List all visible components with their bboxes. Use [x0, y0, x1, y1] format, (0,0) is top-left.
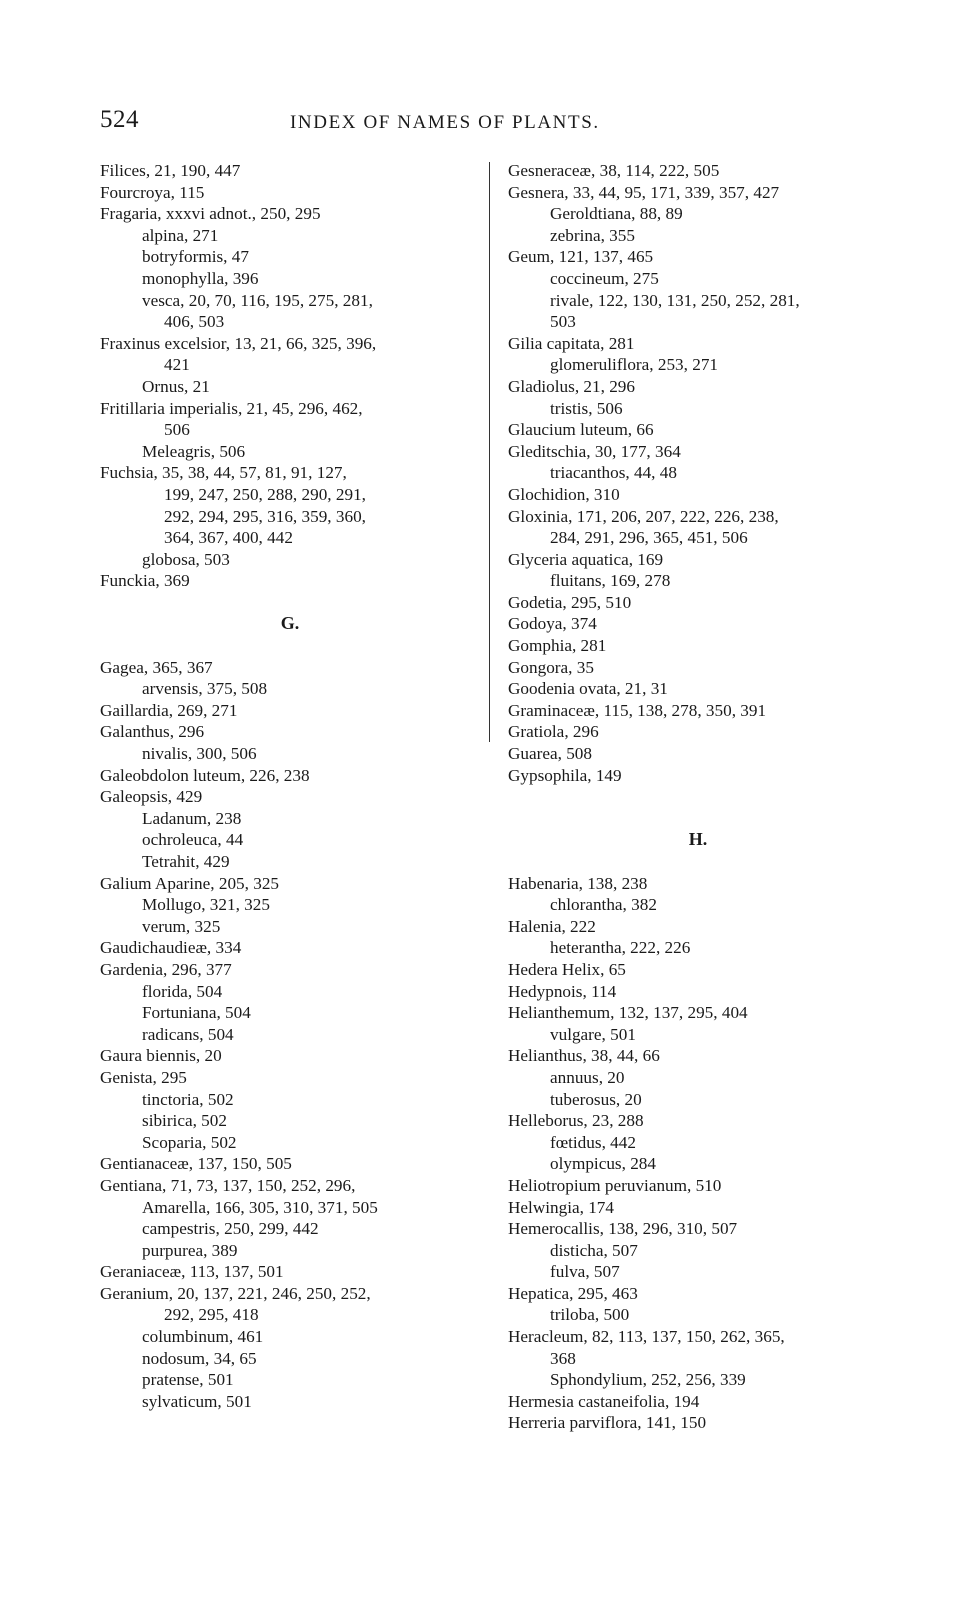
- index-subentry: 503: [550, 312, 576, 332]
- index-entry: Gesneraceæ, 38, 114, 222, 505: [508, 161, 720, 180]
- index-entry: Gardenia, 296, 377: [100, 959, 232, 979]
- index-entry: Fourcroya, 115: [100, 182, 205, 202]
- index-entry: Helwingia, 174: [508, 1197, 614, 1217]
- section-spacer: [508, 851, 888, 873]
- index-subentry: Geroldtiana, 88, 89: [550, 204, 683, 224]
- index-entry: Godetia, 295, 510: [508, 592, 632, 612]
- index-entry: Helleborus, 23, 288: [508, 1111, 644, 1131]
- index-entry-continuation: 406, 503: [164, 312, 225, 332]
- index-entry: Geraniaceæ, 113, 137, 501: [100, 1262, 284, 1282]
- right-index-column: [508, 160, 888, 1434]
- section-spacer: [508, 808, 888, 830]
- index-subentry: nodosum, 34, 65: [142, 1348, 257, 1368]
- index-subentry: tristis, 506: [550, 398, 623, 418]
- index-entry: Hedypnois, 114: [508, 981, 617, 1001]
- index-entry: Galium Aparine, 205, 325: [100, 873, 280, 893]
- index-subentry: chlorantha, 382: [550, 895, 657, 915]
- index-subentry: Scoparia, 502: [142, 1132, 237, 1152]
- index-entry: Geum, 121, 137, 465: [508, 247, 654, 267]
- index-subentry: annuus, 20: [550, 1067, 625, 1087]
- index-entry: Galanthus, 296: [100, 722, 205, 742]
- index-subentry: rivale, 122, 130, 131, 250, 252, 281,: [550, 290, 800, 310]
- index-subentry: fulva, 507: [550, 1262, 620, 1282]
- left-index-column: [100, 160, 480, 1412]
- index-subentry: monophylla, 396: [142, 268, 259, 288]
- index-entry: Gagea, 365, 367: [100, 657, 213, 677]
- index-entry: Fritillaria imperialis, 21, 45, 296, 462,: [100, 398, 363, 418]
- index-entry: Geranium, 20, 137, 221, 246, 250, 252,: [100, 1283, 371, 1303]
- index-entry: Fraxinus excelsior, 13, 21, 66, 325, 396,: [100, 333, 377, 353]
- index-subentry: Amarella, 166, 305, 310, 371, 505: [142, 1197, 378, 1217]
- running-title: INDEX OF NAMES OF PLANTS.: [290, 112, 600, 133]
- index-subentry: arvensis, 375, 508: [142, 679, 268, 699]
- index-entry: Helianthus, 38, 44, 66: [508, 1046, 660, 1066]
- index-entry: Glochidion, 310: [508, 484, 620, 504]
- index-subentry: botryformis, 47: [142, 247, 249, 267]
- section-letter-heading: H.: [688, 829, 708, 850]
- index-subentry: fluitans, 169, 278: [550, 571, 671, 591]
- index-entry: Gratiola, 296: [508, 722, 599, 742]
- index-subentry: ochroleuca, 44: [142, 830, 244, 850]
- index-subentry: radicans, 504: [142, 1024, 234, 1044]
- index-entry-continuation: 292, 295, 418: [164, 1305, 259, 1325]
- section-spacer: [100, 635, 480, 657]
- index-subentry: campestris, 250, 299, 442: [142, 1219, 319, 1239]
- index-entry: Graminaceæ, 115, 138, 278, 350, 391: [508, 700, 767, 720]
- index-entry-continuation: 199, 247, 250, 288, 290, 291,: [164, 484, 366, 504]
- index-entry: Helianthemum, 132, 137, 295, 404: [508, 1003, 748, 1023]
- index-entry: Gongora, 35: [508, 657, 594, 677]
- index-entry: Gaillardia, 269, 271: [100, 700, 238, 720]
- index-subentry: heterantha, 222, 226: [550, 938, 691, 958]
- index-entry: Gentianaceæ, 137, 150, 505: [100, 1154, 292, 1174]
- index-subentry: Meleagris, 506: [142, 441, 246, 461]
- index-entry: Galeobdolon luteum, 226, 238: [100, 765, 310, 785]
- index-entry: Hermesia castaneifolia, 194: [508, 1391, 700, 1411]
- index-entry: Heliotropium peruvianum, 510: [508, 1175, 722, 1195]
- index-subentry: triacanthos, 44, 48: [550, 463, 677, 483]
- index-entry: Hepatica, 295, 463: [508, 1283, 638, 1303]
- index-subentry: disticha, 507: [550, 1240, 638, 1260]
- section-spacer: [100, 592, 480, 614]
- index-entry: Goodenia ovata, 21, 31: [508, 679, 668, 699]
- index-subentry: Ladanum, 238: [142, 808, 242, 828]
- index-entry: Godoya, 374: [508, 614, 597, 634]
- index-entry: Gypsophila, 149: [508, 765, 622, 785]
- index-entry-continuation: 421: [164, 355, 190, 375]
- index-subentry: sibirica, 502: [142, 1111, 227, 1131]
- index-subentry: verum, 325: [142, 916, 221, 936]
- index-entry: Hedera Helix, 65: [508, 959, 626, 979]
- index-entry: Gesnera, 33, 44, 95, 171, 339, 357, 427: [508, 182, 780, 202]
- index-subentry: vesca, 20, 70, 116, 195, 275, 281,: [142, 290, 373, 310]
- index-entry: Gleditschia, 30, 177, 364: [508, 441, 681, 461]
- index-subentry: zebrina, 355: [550, 225, 635, 245]
- index-subentry: columbinum, 461: [142, 1327, 264, 1347]
- index-entry: Gloxinia, 171, 206, 207, 222, 226, 238,: [508, 506, 779, 526]
- index-subentry: nivalis, 300, 506: [142, 744, 257, 764]
- index-entry: Gomphia, 281: [508, 636, 607, 656]
- index-subentry: florida, 504: [142, 981, 223, 1001]
- index-subentry: sylvaticum, 501: [142, 1391, 252, 1411]
- index-subentry: globosa, 503: [142, 549, 230, 569]
- index-subentry: tinctoria, 502: [142, 1089, 234, 1109]
- column-divider: [489, 162, 490, 742]
- page-number: 524: [100, 106, 139, 133]
- index-subentry: coccineum, 275: [550, 268, 659, 288]
- index-entry: Halenia, 222: [508, 916, 596, 936]
- index-entry: Gentiana, 71, 73, 137, 150, 252, 296,: [100, 1175, 356, 1195]
- section-spacer: [508, 786, 888, 808]
- index-subentry: fœtidus, 442: [550, 1132, 636, 1152]
- index-entry: Heracleum, 82, 113, 137, 150, 262, 365,: [508, 1327, 785, 1347]
- index-entry: Fragaria, xxxvi adnot., 250, 295: [100, 204, 321, 224]
- page-header: [100, 106, 680, 136]
- index-entry-continuation: 364, 367, 400, 442: [164, 528, 293, 548]
- index-entry: Fuchsia, 35, 38, 44, 57, 81, 91, 127,: [100, 463, 347, 483]
- index-subentry: olympicus, 284: [550, 1154, 656, 1174]
- index-entry: Funckia, 369: [100, 571, 190, 591]
- index-subentry: pratense, 501: [142, 1370, 234, 1390]
- index-subentry: Ornus, 21: [142, 376, 210, 396]
- index-subentry: alpina, 271: [142, 225, 219, 245]
- index-entry-continuation: 292, 294, 295, 316, 359, 360,: [164, 506, 366, 526]
- index-subentry: 284, 291, 296, 365, 451, 506: [550, 528, 748, 548]
- index-entry: Guarea, 508: [508, 744, 592, 764]
- index-subentry: vulgare, 501: [550, 1024, 636, 1044]
- index-entry: Gladiolus, 21, 296: [508, 376, 635, 396]
- index-entry: Galeopsis, 429: [100, 787, 203, 807]
- index-entry: Habenaria, 138, 238: [508, 873, 648, 893]
- index-entry: Glyceria aquatica, 169: [508, 549, 664, 569]
- index-entry: Gaura biennis, 20: [100, 1046, 222, 1066]
- index-entry: Hemerocallis, 138, 296, 310, 507: [508, 1219, 738, 1239]
- index-subentry: 368: [550, 1348, 576, 1368]
- index-subentry: Tetrahit, 429: [142, 852, 230, 871]
- index-subentry: purpurea, 389: [142, 1240, 238, 1260]
- index-entry: Genista, 295: [100, 1067, 187, 1087]
- index-subentry: Sphondylium, 252, 256, 339: [550, 1370, 746, 1390]
- index-subentry: glomeruliflora, 253, 271: [550, 355, 719, 375]
- index-entry: Filices, 21, 190, 447: [100, 161, 241, 180]
- index-subentry: triloba, 500: [550, 1305, 630, 1325]
- index-entry: Glaucium luteum, 66: [508, 420, 654, 440]
- index-entry: Herreria parviflora, 141, 150: [508, 1413, 707, 1433]
- index-subentry: Fortuniana, 504: [142, 1003, 251, 1023]
- index-subentry: Mollugo, 321, 325: [142, 895, 270, 915]
- index-entry: Gaudichaudieæ, 334: [100, 938, 242, 958]
- index-entry: Gilia capitata, 281: [508, 333, 635, 353]
- index-entry-continuation: 506: [164, 420, 190, 440]
- index-subentry: tuberosus, 20: [550, 1089, 642, 1109]
- section-letter-heading: G.: [280, 613, 300, 634]
